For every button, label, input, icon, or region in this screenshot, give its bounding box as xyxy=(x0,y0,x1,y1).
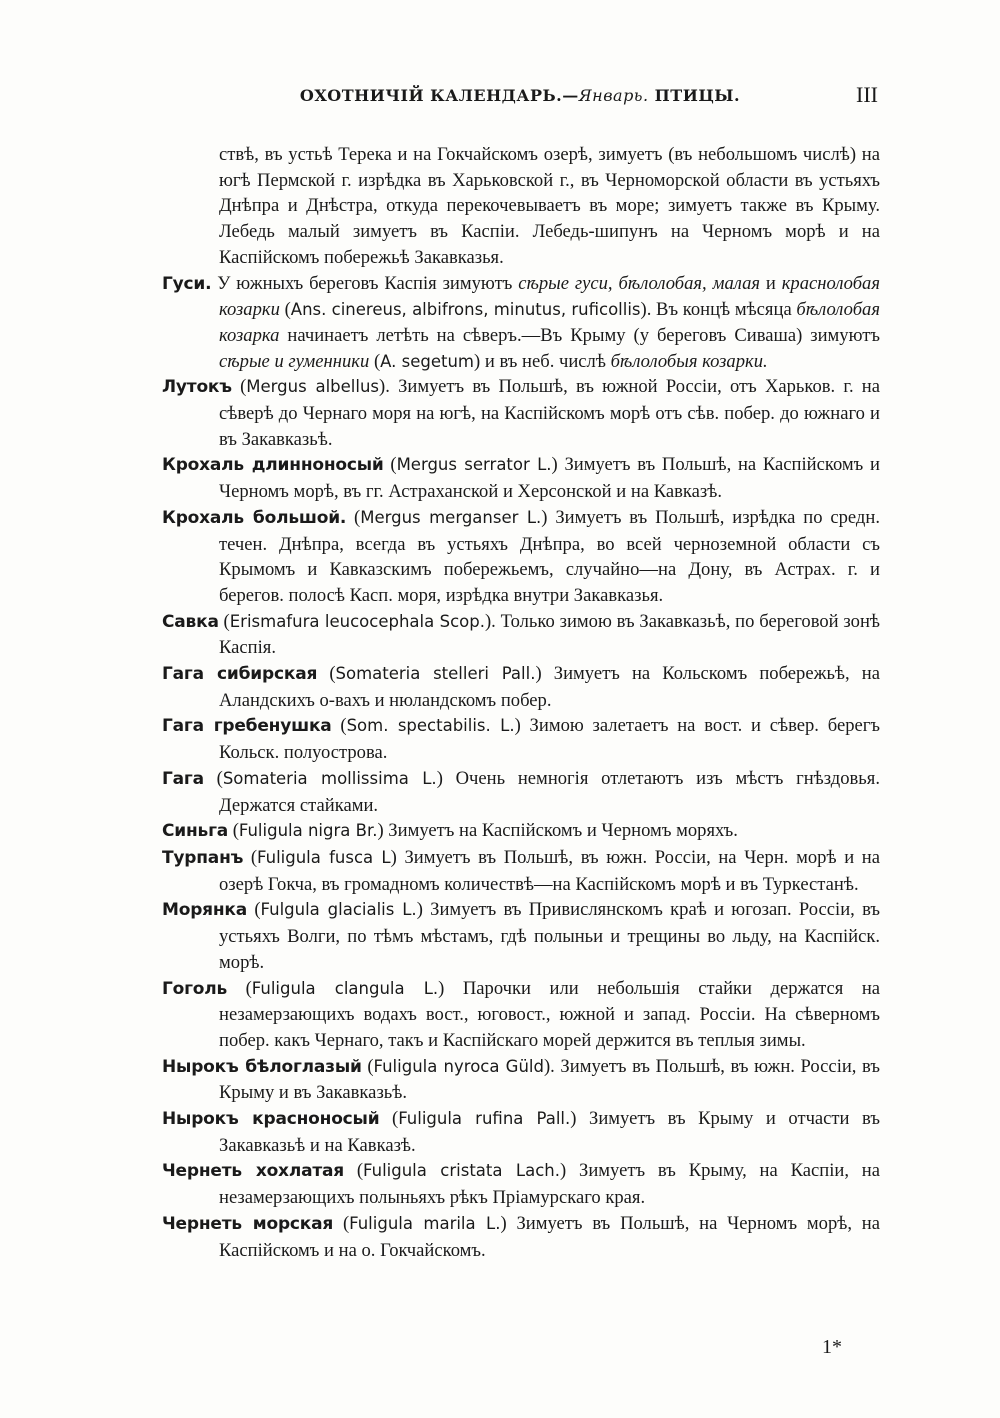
bird-entry xyxy=(162,818,880,845)
bird-entry xyxy=(162,452,880,504)
entry-text: ) Зимуетъ въ Крыму и отчасти въ Закавказьѣ и на Кавказѣ. xyxy=(219,1108,880,1156)
entry-text: У южныхъ береговъ Каспія зимуютъ xyxy=(211,272,519,294)
entry-text: ( xyxy=(231,376,247,398)
latin-name: Fuligula clangula L. xyxy=(251,978,439,998)
entry-text: ( xyxy=(361,1055,374,1077)
bird-entry xyxy=(162,897,880,975)
entry-term: Гуси. xyxy=(162,273,212,294)
entry-term: Крохаль длинноносый xyxy=(162,455,384,476)
entry-text: ( xyxy=(379,1108,399,1130)
entry-text: ) Зимою залетаетъ на вост. и сѣвер. берегъ Кольск. полуострова. xyxy=(219,715,880,764)
bird-entry xyxy=(162,661,880,713)
emphasized-text: сѣрые и гуменники xyxy=(219,350,370,372)
latin-name: Erismafura leucocephala Scop. xyxy=(229,611,485,631)
entry-text: ( xyxy=(369,350,381,372)
latin-name: Fuligula rufina Pall. xyxy=(398,1109,571,1129)
latin-name: Fuligula cristata Lach. xyxy=(363,1161,560,1181)
entry-text: начинаетъ летѣть на сѣверъ.—Въ Крыму (у береговъ Сиваша) зимуютъ xyxy=(279,324,880,346)
signature-mark: 1* xyxy=(822,1336,842,1358)
entry-text: ) Зимуетъ въ Привислянскомъ краѣ и югозап. Россіи, въ устьяхъ Волги, по тѣмъ мѣстамъ, гдѣ полыньи и трещины во льду, на Каспійск. морѣ. xyxy=(219,899,881,973)
entries-list xyxy=(162,142,880,1263)
entry-term: Нырокъ красноносый xyxy=(162,1109,380,1130)
page-number: III xyxy=(856,82,878,107)
entry-text: ( xyxy=(344,1160,364,1182)
entry-term: Турпанъ xyxy=(162,847,244,868)
latin-name: Somateria mollissima L. xyxy=(222,768,437,788)
entry-text: ( xyxy=(346,506,361,528)
emphasized-text: бѣлолобыя козарки. xyxy=(610,350,768,372)
entry-text: ( xyxy=(227,977,252,999)
latin-name: A. segetum xyxy=(380,351,475,371)
entry-text: ) Зимуетъ на Кольскомъ побережьѣ, на Аландскихъ о-вахъ и нюландскомъ побер. xyxy=(219,663,880,711)
entry-text: ( xyxy=(203,767,223,789)
latin-name: Fuligula marila L. xyxy=(349,1213,501,1233)
latin-name: Somateria stelleri Pall. xyxy=(335,664,536,684)
entry-text: ) Зимуетъ въ Польшѣ, въ южн. Россіи, на Черн. морѣ и на озерѣ Гокча, въ громадномъ количествѣ—на Каспійскомъ морѣ и въ Туркестанѣ. xyxy=(219,846,880,895)
entry-text: ) Зимуетъ въ Польшѣ, на Черномъ морѣ, на Каспійскомъ и на о. Гокчайскомъ. xyxy=(219,1212,881,1261)
bird-entry xyxy=(162,976,880,1054)
entry-text: ) Зимуетъ въ Крыму, на Каспіи, на незамерзающихъ полыньяхъ рѣкъ Пріамурскаго края. xyxy=(219,1160,881,1209)
entry-term: Чернеть хохлатая xyxy=(162,1161,344,1182)
bird-entry xyxy=(162,1106,880,1158)
entry-term: Гага гребенушка xyxy=(162,716,332,737)
entry-term: Савка xyxy=(162,611,219,632)
entry-text: ( xyxy=(333,1212,350,1234)
latin-name: Ans. cinereus, albifrons, minutus, ruficollis xyxy=(290,300,641,320)
entry-text: ). Только зимою въ Закавказьѣ, по береговой зонѣ Каспія. xyxy=(219,610,880,659)
entry-text: ) Зимуетъ на Каспійскомъ и Черномъ моряхъ. xyxy=(377,820,738,842)
bird-entry xyxy=(162,374,880,452)
entry-text: ) Очень немногія отлетаютъ изъ мѣстъ гнѣздовья. Держатся стайками. xyxy=(219,767,880,816)
bird-entry xyxy=(162,845,880,897)
entry-text: ( xyxy=(228,820,239,842)
entry-term: Лутокъ xyxy=(162,377,232,398)
entry-term: Синьга xyxy=(162,821,229,842)
running-title xyxy=(160,86,880,105)
latin-name: Fuligula fusca L xyxy=(257,847,391,867)
emphasized-text: сѣрые гуси, бѣлолобая, малая xyxy=(518,272,761,294)
entry-text: ( xyxy=(218,610,230,632)
page-header xyxy=(160,82,880,114)
latin-name: Fuligula nigra Br. xyxy=(238,821,378,841)
entry-text: ) Зимуетъ въ Польшѣ, изрѣдка по средн. течен. Днѣпра, всегда въ устьяхъ Днѣпра, во всей черноземной области съ Крымомъ и Кавказскимъ побережьемъ, случайно—на Дону, въ Астрах. г. и берегов. полосѣ Касп. моря, изрѣдка внутри Закавказья. xyxy=(219,506,880,606)
latin-name: Mergus albellus xyxy=(246,377,380,397)
emphasized-text: бѣлолобая козарка xyxy=(219,299,880,346)
entry-term: Гага сибирская xyxy=(162,664,318,685)
latin-name: Fuligula nyroca Güld xyxy=(373,1056,544,1076)
emphasized-text: краснолобая козарки xyxy=(219,272,880,321)
bird-entry xyxy=(162,1158,880,1210)
latin-name: Som. spectabilis. L. xyxy=(346,716,515,736)
entry-text: ( xyxy=(331,715,347,737)
entry-term: Нырокъ бѣлоглазый xyxy=(162,1056,362,1077)
bird-entry xyxy=(162,713,880,765)
latin-name: Fulgula glacialis L. xyxy=(260,900,417,920)
entry-text: ) Парочки или небольшія стайки держатся на незамерзающихъ водахъ вост., юговост., южной и запад. Россіи. На сѣверномъ побер. какъ Чернаго, такъ и Каспійскаго морей держится въ теплыя зимы. xyxy=(219,977,881,1051)
entry-term: Гага xyxy=(162,768,204,789)
bird-entry xyxy=(162,609,880,661)
entry-text: ( xyxy=(317,663,336,685)
entry-text: ствѣ, въ устьѣ Терека и на Гокчайскомъ озерѣ, зимуетъ (въ небольшомъ числѣ) на югѣ Пермской г. изрѣдка въ Харьковской г., въ Черноморской области въ устьяхъ Днѣпра и Днѣстра, откуда перекочевываетъ въ море; зимуетъ также въ Крыму. Лебедь малый зимуетъ въ Каспіи. Лебедь-шипунъ на Черномъ морѣ и на Каспійскомъ побережьѣ Закавказья. xyxy=(219,144,880,268)
bird-entry xyxy=(162,271,880,375)
entry-text: ). Зимуетъ въ Польшѣ, въ южн. Россіи, въ Крыму и въ Закавказьѣ. xyxy=(219,1055,880,1104)
continued-paragraph xyxy=(162,142,880,271)
running-title-month: Январь. xyxy=(578,86,649,105)
entry-text: ) и въ неб. числѣ xyxy=(474,350,611,372)
bird-entry xyxy=(162,1211,880,1263)
bird-entry xyxy=(162,766,880,818)
entry-text: ). Въ концѣ мѣсяца xyxy=(640,299,797,321)
entry-text: ( xyxy=(279,299,291,321)
running-title-section: ПТИЦЫ. xyxy=(648,86,741,105)
entry-text: ( xyxy=(247,899,261,921)
running-title-main: ОХОТНИЧІЙ КАЛЕНДАРЬ.— xyxy=(299,86,579,105)
bird-entry xyxy=(162,505,880,609)
entry-term: Крохаль большой. xyxy=(162,507,347,528)
latin-name: Mergus serrator L. xyxy=(396,455,552,475)
entry-text: ). Зимуетъ въ Польшѣ, въ южной Россіи, отъ Харьков. г. на сѣверѣ до Чернаго моря на югѣ, на Каспійскомъ морѣ отъ сѣв. побер. до южнаго и въ Закавказьѣ. xyxy=(219,376,881,450)
entry-term: Чернеть морская xyxy=(162,1213,334,1234)
entry-text: ) Зимуетъ въ Польшѣ, на Каспійскомъ и Черномъ морѣ, въ гг. Астраханской и Херсонской и на Кавказѣ. xyxy=(219,454,880,503)
entry-term: Морянка xyxy=(162,900,248,921)
entry-term: Гоголь xyxy=(162,978,228,999)
entry-text: ( xyxy=(243,846,258,868)
entry-text: и xyxy=(760,272,782,294)
entry-text: ( xyxy=(383,454,397,476)
bird-entry xyxy=(162,1054,880,1106)
latin-name: Mergus merganser L. xyxy=(360,507,542,527)
